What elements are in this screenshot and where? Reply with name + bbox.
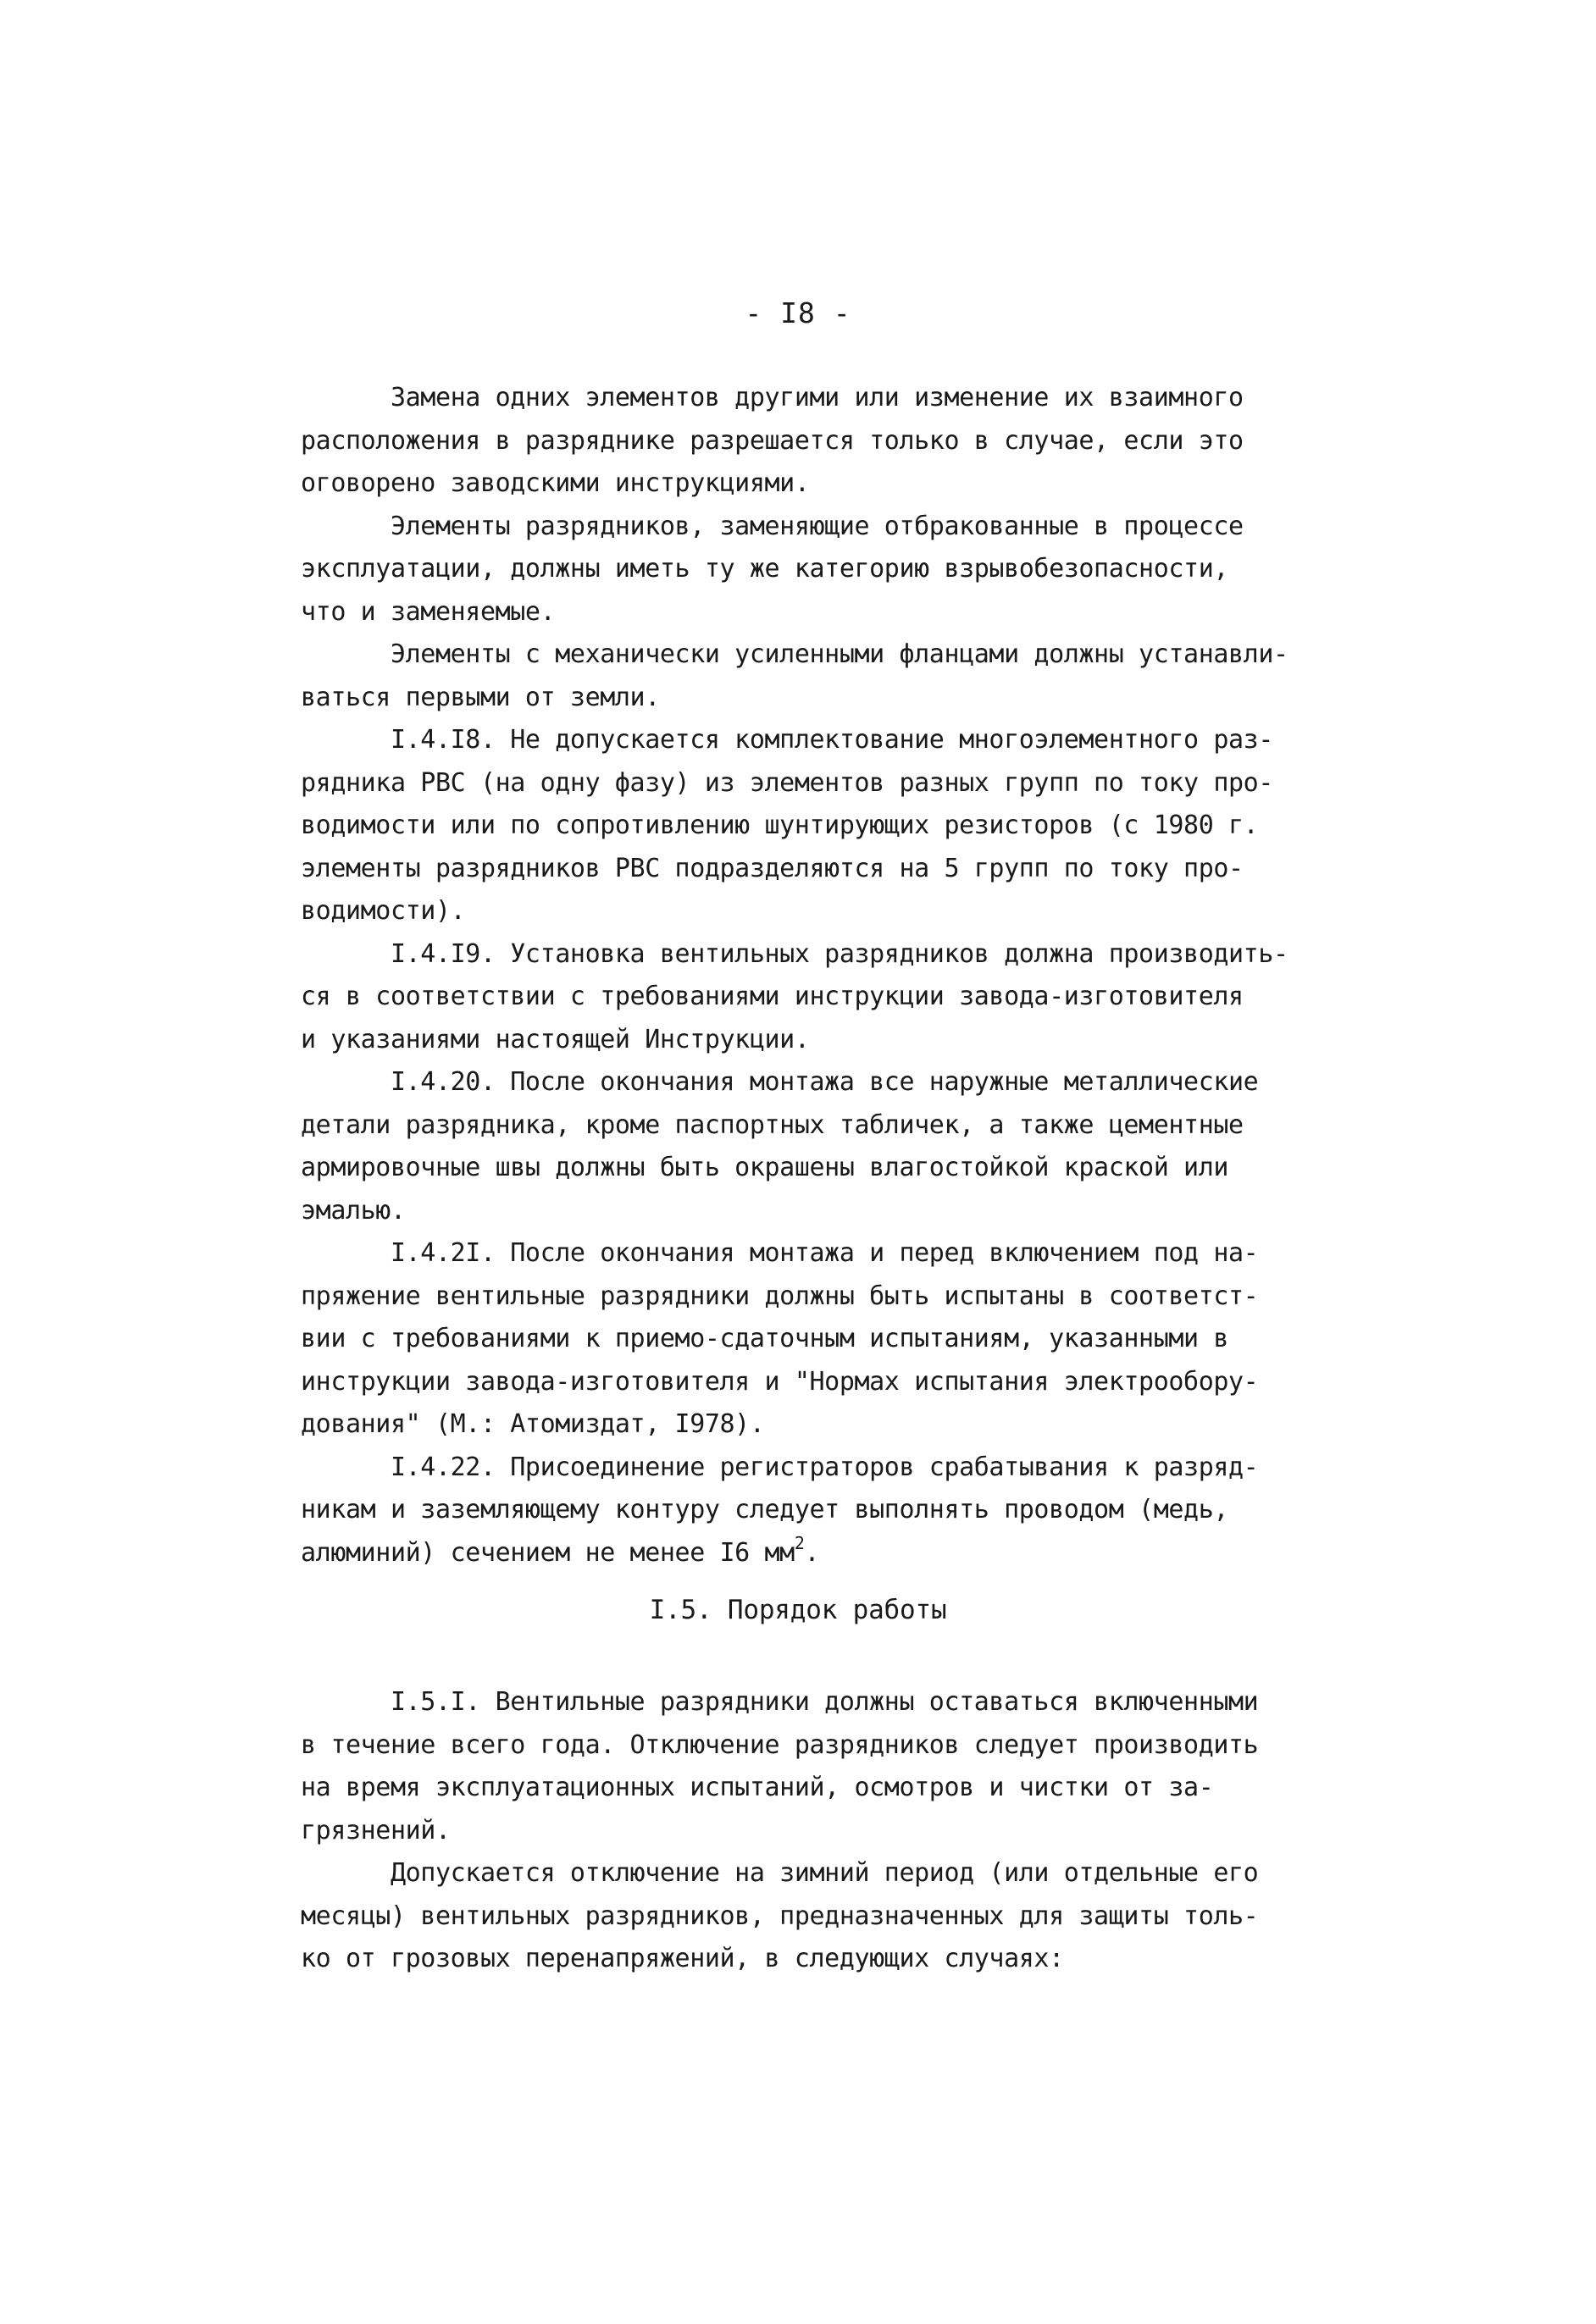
text-line: на время эксплуатационных испытаний, осмотров и чистки от за-	[301, 1773, 1214, 1802]
text-line: дования" (М.: Атомиздат, I978).	[301, 1409, 765, 1439]
text-line: и указаниями настоящей Инструкции.	[301, 1024, 810, 1054]
text-line: вии с требованиями к приемо-сдаточным испытаниям, указанными в	[301, 1324, 1229, 1353]
text-line: Элементы с механически усиленными фланцами должны устанавли-	[301, 639, 1288, 669]
text-line: ся в соответствии с требованиями инструкции завода-изготовителя	[301, 982, 1244, 1011]
text-line: инструкции завода-изготовителя и "Нормах испытания электрообору-	[301, 1366, 1259, 1397]
text-line: элементы разрядников РВС подразделяются на 5 групп по току про-	[301, 853, 1244, 883]
text-line: водимости).	[301, 896, 466, 926]
text-line: I.4.22. Присоединение регистраторов срабатывания к разряд-	[301, 1452, 1259, 1482]
body-text-top	[301, 377, 1402, 1574]
text-line: расположения в разряднике разрешается только в случае, если это	[301, 425, 1244, 456]
text-line: Допускается отключение на зимний период (или отдельные его	[301, 1858, 1259, 1888]
superscript: 2	[794, 1532, 805, 1553]
text-line: в течение всего года. Отключение разрядников следует производить	[301, 1729, 1259, 1760]
text-line: грязнений.	[301, 1815, 451, 1845]
text-line: I.4.I9. Установка вентильных разрядников должна производить-	[301, 938, 1288, 969]
text-line: эксплуатации, должны иметь ту же категорию взрывобезопасности,	[301, 554, 1229, 584]
body-text-bottom	[301, 1681, 1402, 1981]
text-line: Замена одних элементов другими или изменение их взаимного	[301, 383, 1244, 412]
text-line: I.4.I8. Не допускается комплектование многоэлементного раз-	[301, 725, 1273, 755]
text-line: Элементы разрядников, заменяющие отбракованные в процессе	[301, 511, 1244, 541]
last-line-text: алюминий) сечением не менее I6 мм	[301, 1537, 795, 1568]
page-number: - I8 -	[745, 296, 851, 329]
text-line: I.5.I. Вентильные разрядники должны оставаться включенными	[301, 1687, 1259, 1717]
text-line: пряжение вентильные разрядники должны быть испытаны в соответст-	[301, 1281, 1259, 1311]
last-line-end: .	[804, 1537, 820, 1568]
text-line: армировочные швы должны быть окрашены влагостойкой краской или	[301, 1153, 1229, 1182]
text-line: никам и заземляющему контуру следует выполнять проводом (медь,	[301, 1495, 1229, 1524]
text-line: водимости или по сопротивлению шунтирующих резисторов (с 1980 г.	[301, 811, 1259, 840]
text-line: детали разрядника, кроме паспортных табличек, а также цементные	[301, 1109, 1244, 1140]
text-line: I.4.2I. После окончания монтажа и перед включением под на-	[301, 1238, 1259, 1268]
text-line: эмалью.	[301, 1195, 406, 1226]
text-line-last	[301, 1532, 1402, 1575]
text-line: месяцы) вентильных разрядников, предназначенных для защиты толь-	[301, 1901, 1259, 1931]
text-line: I.4.20. После окончания монтажа все наружные металлические	[301, 1067, 1259, 1097]
text-line: ваться первыми от земли.	[301, 682, 660, 712]
text-line: ко от грозовых перенапряжений, в следующих случаях:	[301, 1944, 1064, 1973]
section-title: I.5. Порядок работы	[649, 1595, 947, 1625]
text-line: оговорено заводскими инструкциями.	[301, 468, 810, 498]
text-line: что и заменяемые.	[301, 596, 556, 627]
text-line: рядника РВС (на одну фазу) из элементов разных групп по току про-	[301, 767, 1273, 798]
